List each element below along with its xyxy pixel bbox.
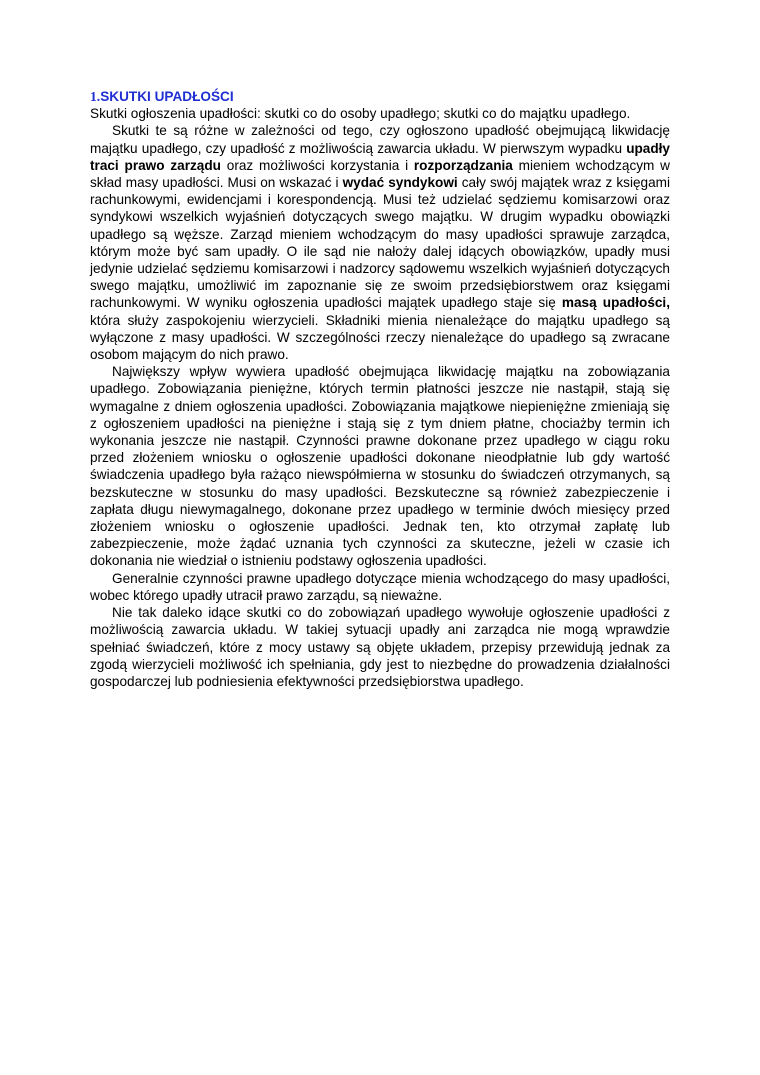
paragraph-4: Nie tak daleko idące skutki co do zobowiązań upadłego wywołuje ogłoszenie upadłości z możliwością zawarcia układu. W takiej sytuacji upadły ani zarządca nie mogą wprawdzie spełniać świadczeń, które z mocy ustawy są objęte układem, przepisy przewidują jednak za zgodą wierzycieli możliwość ich spełniania, gdy jest to niezbędne do prowadzenia działalności gospodarczej lub podniesienia efektywności przedsiębiorstwa upadłego. (90, 605, 670, 689)
text-run: cały swój majątek wraz z księgami rachunkowymi, ewidencjami i korespondencją. Musi też udzielać sędziemu komisarzowi oraz syndykowi wszelkich wyjaśnień dotyczących swego majątku. W drugim wypadku obowiązki upadłego są węższe. Zarząd mieniem wchodzącym do masy upadłości sprawuje zarządca, którym może być sam upadły. O ile sąd nie nałoży dalej idących obowiązków, upadły musi jedynie udzielać sędziemu komisarzowi i nadzorcy sądowemu wszelkich wyjaśnień dotyczących swego majątku, umożliwić im zapoznanie się ze swoim przedsiębiorstwem oraz księgami rachunkowymi. W wyniku ogłoszenia upadłości majątek upadłego staje się (90, 175, 670, 311)
text-run: oraz możliwości korzystania i (220, 157, 414, 173)
text-run: mieniem wchodzącym w skład masy upadłości. Musi on wskazać i (90, 157, 670, 191)
section-number: 1. (90, 89, 101, 104)
intro-paragraph: Skutki ogłoszenia upadłości: skutki co do osoby upadłego; skutki co do majątku upadłego. (90, 106, 631, 122)
text-run: która służy zaspokojeniu wierzycieli. Składniki mienia nienależące do majątku upadłego są wyłączone z masy upadłości. W szczególności rzeczy nienależące do upadłego są zwracane osobom mającym do nich prawo. (90, 312, 670, 363)
section-title: SKUTKI UPADŁOŚCI (100, 89, 234, 104)
document-body (90, 88, 670, 690)
text-run: Skutki te są różne w zależności od tego, czy ogłoszono upadłość obejmującą likwidację majątku upadłego, czy upadłość z możliwością zawarcia układu. W pierwszym wypadku (90, 123, 670, 156)
paragraph-3: Generalnie czynności prawne upadłego dotyczące mienia wchodzącego do masy upadłości, wobec którego upadły utracił prawo zarządu, są nieważne. (90, 570, 670, 603)
paragraph-2: Największy wpływ wywiera upadłość obejmująca likwidację majątku na zobowiązania upadłego. Zobowiązania pieniężne, których termin płatności jeszcze nie nastąpił, stają się wymagalne z dniem ogłoszenia upadłości. Zobowiązania majątkowe niepieniężne zmieniają się z ogłoszeniem upadłości na pieniężne i stają się z tym dniem płatne, chociażby termin ich wykonania jeszcze nie nastąpił. Czynności prawne dokonane przez upadłego w ciągu roku przed złożeniem wniosku o ogłoszenie upadłości dokonane nieodpłatnie lub gdy wartość świadczenia upadłego była rażąco niewspółmierna w stosunku do świadczeń otrzymanych, są bezskuteczne w stosunku do masy upadłości. Bezskuteczne są również zabezpieczenie i zapłata długu niewymagalnego, dokonane przez upadłego w terminie dwóch miesięcy przed złożeniem wniosku o ogłoszenie upadłości. Jednak ten, kto otrzymał zapłatę lub zabezpieczenie, może żądać uznania tych czynności za skuteczne, jeżeli w czasie ich dokonania nie wiedział o istnieniu podstawy ogłoszenia upadłości. (90, 364, 670, 569)
bold-text: wydać syndykowi (342, 175, 458, 191)
paragraph-1 (90, 122, 670, 363)
section-heading (90, 88, 670, 105)
bold-text: upadły traci prawo zarządu (90, 140, 670, 173)
bold-text: rozporządzania (413, 157, 513, 173)
bold-text: masą upadłości, (561, 295, 670, 311)
